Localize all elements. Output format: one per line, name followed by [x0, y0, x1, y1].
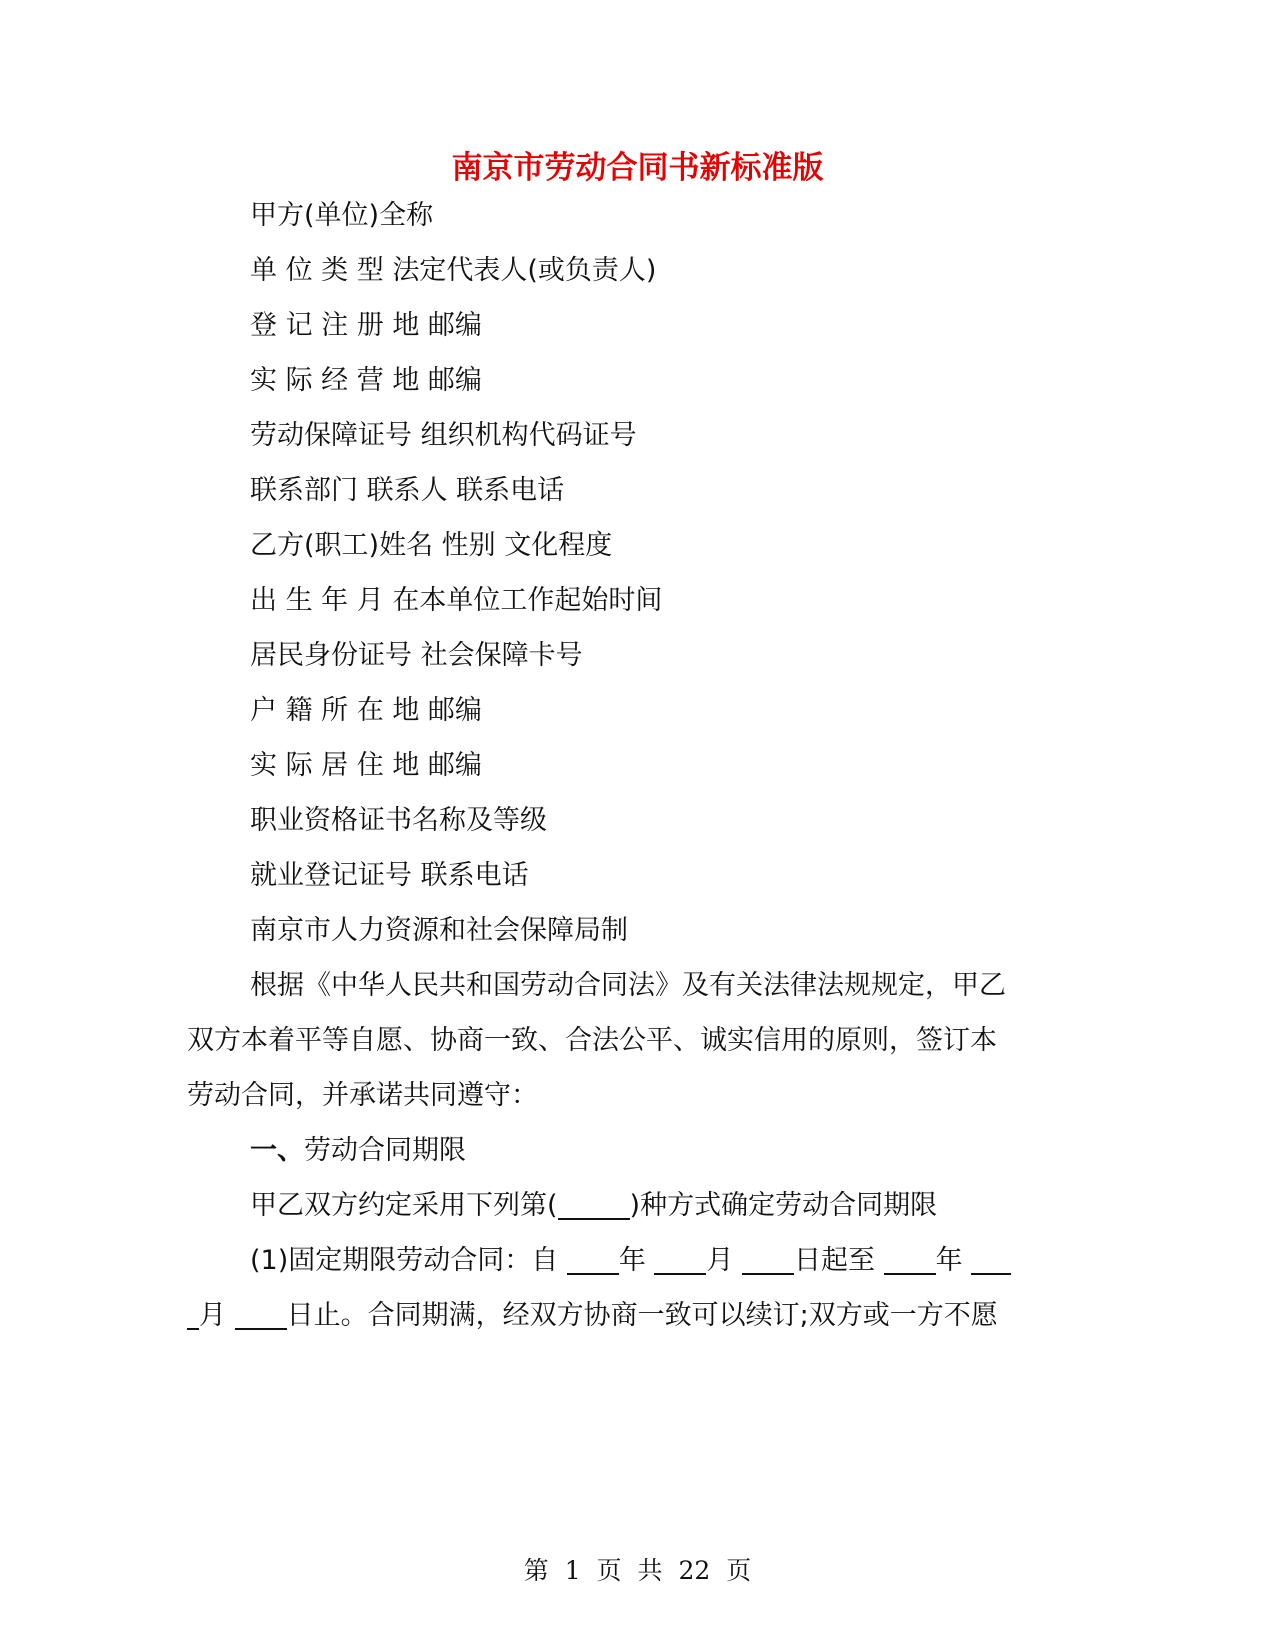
field-business-address: 实 际 经 营 地 邮编: [250, 365, 482, 396]
term-choice-line: [250, 1186, 937, 1226]
field-contact: 联系部门 联系人 联系电话: [250, 475, 565, 506]
issuer-line: 南京市人力资源和社会保障局制: [250, 915, 628, 946]
intro-paragraph-line: 双方本着平等自愿、协商一致、合法公平、诚实信用的原则，签订本: [187, 1025, 997, 1056]
day-end-label: 日止。: [286, 1300, 368, 1331]
choice-blank: [558, 1190, 630, 1220]
day-to-label: 日起至: [794, 1245, 876, 1276]
field-unit-type: 单 位 类 型 法定代表人(或负责人): [250, 255, 657, 286]
year-label: 年: [618, 1245, 646, 1276]
field-household-registration: 户 籍 所 在 地 邮编: [250, 695, 482, 726]
end-month-blank-cont: [187, 1300, 199, 1330]
choice-prefix: 甲乙双方约定采用下列第(: [250, 1190, 558, 1221]
field-residence-address: 实 际 居 住 地 邮编: [250, 750, 482, 781]
renewal-text: 合同期满，经双方协商一致可以续订;双方或一方不愿: [367, 1300, 998, 1331]
fixed-term-line-continued: [187, 1296, 998, 1336]
fixed-term-label: (1)固定期限劳动合同：自: [250, 1245, 559, 1276]
field-id-number: 居民身份证号 社会保障卡号: [250, 640, 583, 671]
field-party-b-name: 乙方(职工)姓名 性别 文化程度: [250, 530, 613, 561]
intro-paragraph-line: 根据《中华人民共和国劳动合同法》及有关法律法规规定，甲乙: [250, 970, 1006, 1001]
section-title: 劳动合同期限: [304, 1135, 466, 1166]
end-year-blank: [884, 1245, 936, 1275]
section-heading: [250, 1131, 466, 1171]
fixed-term-line: [250, 1241, 1011, 1281]
end-day-blank: [235, 1300, 287, 1330]
year-label: 年: [935, 1245, 963, 1276]
page-number-footer: 第 1 页 共 22 页: [523, 1556, 752, 1585]
start-day-blank: [742, 1245, 794, 1275]
choice-suffix: )种方式确定劳动合同期限: [629, 1190, 938, 1221]
field-qualification: 职业资格证书名称及等级: [250, 805, 547, 836]
start-year-blank: [567, 1245, 619, 1275]
start-month-blank: [654, 1245, 706, 1275]
field-registered-address: 登 记 注 册 地 邮编: [250, 310, 482, 341]
document-title: 南京市劳动合同书新标准版: [451, 150, 824, 186]
field-labor-security-number: 劳动保障证号 组织机构代码证号: [250, 420, 637, 451]
field-party-a-name: 甲方(单位)全称: [250, 200, 434, 231]
end-month-blank: [971, 1245, 1011, 1275]
intro-paragraph-line: 劳动合同，并承诺共同遵守：: [187, 1080, 538, 1111]
field-employment-registration: 就业登记证号 联系电话: [250, 860, 529, 891]
month-label: 月: [706, 1245, 734, 1276]
section-number: 一、: [250, 1135, 304, 1166]
field-birth-date: 出 生 年 月 在本单位工作起始时间: [250, 585, 663, 616]
month-label: 月: [199, 1300, 226, 1331]
